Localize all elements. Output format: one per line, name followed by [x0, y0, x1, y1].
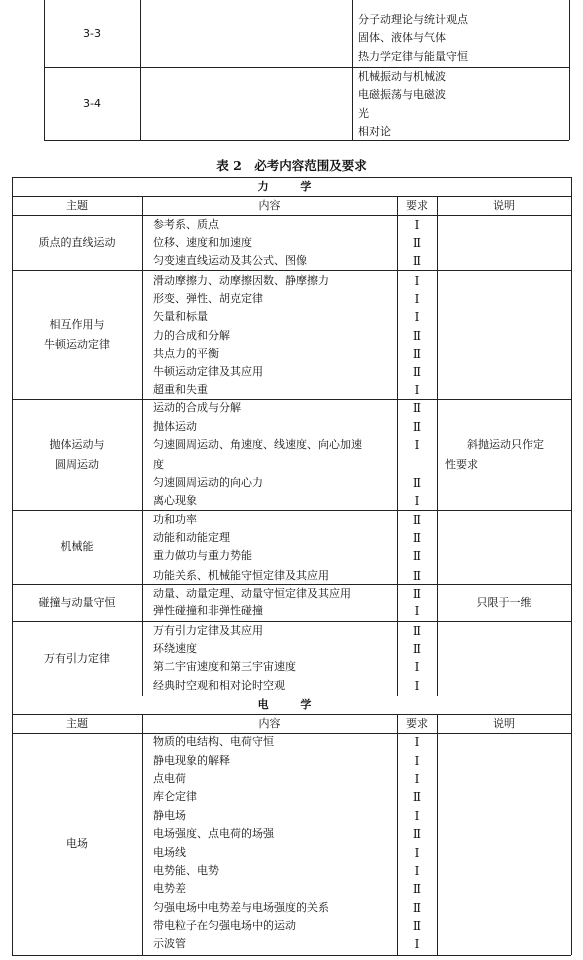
requirement-level: Ⅱ	[412, 642, 422, 656]
table2-column-rule	[12, 177, 13, 196]
section-title: 电 学	[257, 698, 326, 711]
requirement-level: Ⅱ	[412, 901, 422, 915]
content-item: 匀强电场中电势差与电场强度的关系	[153, 901, 329, 914]
table2-column-rule	[12, 714, 13, 955]
content-item: 电场强度、点电荷的场强	[153, 827, 274, 840]
module-item: 固体、液体与气体	[358, 31, 446, 45]
group-rule	[12, 584, 571, 585]
content-item: 第二宇宙速度和第三宇宙速度	[153, 660, 296, 673]
content-item: 度	[153, 458, 164, 471]
column-header-rule	[12, 215, 571, 216]
content-item: 物质的电结构、电荷守恒	[153, 735, 274, 748]
content-item: 示波管	[153, 937, 186, 950]
requirement-level: Ⅰ	[414, 383, 420, 397]
content-item: 共点力的平衡	[153, 347, 219, 360]
module-item: 电磁振荡与电磁波	[358, 88, 446, 102]
content-item: 匀速圆周运动、角速度、线速度、向心加速	[153, 438, 362, 451]
requirement-level: Ⅰ	[414, 846, 420, 860]
requirement-level: Ⅰ	[414, 735, 420, 749]
requirement-level: Ⅰ	[414, 274, 420, 288]
prev-table-bottom-rule	[44, 140, 569, 141]
content-item: 超重和失重	[153, 383, 208, 396]
module-label: 3-3	[83, 26, 101, 40]
table2-column-rule	[142, 714, 143, 955]
table2-column-rule	[437, 714, 438, 955]
column-header-content: 内容	[258, 198, 281, 212]
content-item: 重力做功与重力势能	[153, 549, 252, 562]
topic-label: 质点的直线运动	[38, 235, 116, 249]
prev-table-column-rule	[140, 0, 141, 140]
topic-label: 牛顿运动定律	[44, 337, 110, 351]
topic-label: 万有引力定律	[44, 651, 110, 665]
requirement-level: Ⅰ	[414, 310, 420, 324]
prev-table-column-rule	[352, 0, 353, 140]
requirement-level: Ⅰ	[414, 937, 420, 951]
module-item: 分子动理论与统计观点	[358, 13, 468, 26]
topic-label: 机械能	[60, 540, 94, 553]
requirement-level: Ⅰ	[414, 864, 420, 878]
table2-column-rule	[571, 714, 572, 955]
topic-label: 碰撞与动量守恒	[38, 595, 116, 609]
content-item: 库仑定律	[153, 790, 197, 803]
group-rule	[12, 510, 571, 511]
prev-table-column-rule	[569, 0, 570, 140]
requirement-level: Ⅱ	[412, 790, 422, 804]
group-rule	[12, 399, 571, 400]
table2-column-rule	[12, 696, 13, 714]
requirement-level: Ⅱ	[412, 365, 422, 379]
topic-label: 相互作用与	[49, 317, 105, 331]
requirement-level: Ⅱ	[412, 476, 422, 490]
requirement-level: Ⅱ	[412, 624, 422, 638]
module-item: 光	[358, 106, 369, 120]
column-header-note: 说明	[493, 716, 515, 730]
requirement-level: Ⅰ	[414, 218, 420, 232]
note-text: 只限于一维	[476, 595, 532, 609]
content-item: 动量、动量定理、动量守恒定律及其应用	[153, 587, 351, 600]
column-header-rule	[12, 733, 571, 734]
content-item: 力的合成和分解	[153, 329, 230, 342]
note-text: 性要求	[445, 457, 478, 471]
module-item: 机械振动与机械波	[358, 70, 446, 83]
table2-column-rule	[571, 696, 572, 714]
module-item: 热力学定律与能量守恒	[358, 49, 468, 63]
table2-column-rule	[571, 177, 572, 196]
content-item: 电势差	[153, 882, 186, 895]
requirement-level: Ⅰ	[414, 438, 420, 452]
topic-label: 电场	[66, 837, 88, 850]
content-item: 离心现象	[153, 494, 197, 507]
group-rule	[12, 270, 571, 271]
requirement-level: Ⅱ	[412, 549, 422, 563]
module-item: 相对论	[358, 125, 391, 139]
content-item: 功和功率	[153, 513, 197, 526]
requirement-level: Ⅱ	[412, 587, 422, 601]
content-item: 电场线	[153, 846, 186, 859]
content-item: 静电场	[153, 809, 186, 822]
group-rule	[12, 621, 571, 622]
requirement-level: Ⅰ	[414, 292, 420, 306]
requirement-level: Ⅱ	[412, 569, 422, 583]
content-item: 匀变速直线运动及其公式、图像	[153, 254, 307, 267]
content-item: 抛体运动	[153, 420, 197, 433]
section-header-rule	[12, 196, 571, 197]
content-item: 环绕速度	[153, 642, 197, 655]
prev-table-row-rule	[44, 67, 569, 68]
table2-bottom-rule	[12, 955, 571, 956]
requirement-level: Ⅰ	[414, 754, 420, 768]
column-header-topic: 主题	[66, 716, 88, 730]
requirement-level: Ⅰ	[414, 660, 420, 674]
requirement-level: Ⅱ	[412, 919, 422, 933]
content-item: 经典时空观和相对论时空观	[153, 679, 285, 692]
prev-table-column-rule	[44, 0, 45, 140]
content-item: 位移、速度和加速度	[153, 236, 252, 249]
table-caption: 表 2 必考内容范围及要求	[216, 158, 367, 173]
content-item: 点电荷	[153, 772, 186, 785]
requirement-level: Ⅱ	[412, 401, 422, 415]
requirement-level: Ⅱ	[412, 347, 422, 361]
topic-label: 圆周运动	[55, 457, 99, 471]
content-item: 带电粒子在匀强电场中的运动	[153, 919, 296, 932]
requirement-level: Ⅱ	[412, 827, 422, 841]
column-header-content: 内容	[258, 716, 281, 730]
content-item: 滑动摩擦力、动摩擦因数、静摩擦力	[153, 274, 329, 287]
content-item: 电势能、电势	[153, 864, 219, 877]
requirement-level: Ⅱ	[412, 329, 422, 343]
requirement-level: Ⅱ	[412, 882, 422, 896]
requirement-level: Ⅰ	[414, 679, 420, 693]
module-label: 3-4	[83, 96, 101, 110]
content-item: 形变、弹性、胡克定律	[153, 292, 263, 305]
table2-column-rule	[571, 196, 572, 696]
requirement-level: Ⅰ	[414, 809, 420, 823]
content-item: 牛顿运动定律及其应用	[153, 365, 263, 378]
column-header-topic: 主题	[66, 198, 88, 212]
column-header-note: 说明	[493, 198, 515, 212]
topic-label: 抛体运动与	[49, 437, 105, 451]
requirement-level: Ⅱ	[412, 513, 422, 527]
content-item: 矢量和标量	[153, 310, 208, 323]
column-header-requirement: 要求	[406, 716, 428, 730]
requirement-level: Ⅰ	[414, 494, 420, 508]
content-item: 匀速圆周运动的向心力	[153, 476, 263, 489]
content-item: 动能和动能定理	[153, 531, 230, 544]
requirement-level: Ⅱ	[412, 420, 422, 434]
requirement-level: Ⅱ	[412, 254, 422, 268]
requirement-level: Ⅱ	[412, 236, 422, 250]
content-item: 万有引力定律及其应用	[153, 624, 263, 637]
requirement-level: Ⅰ	[414, 772, 420, 786]
content-item: 参考系、质点	[153, 218, 219, 231]
note-text: 斜抛运动只作定	[467, 437, 544, 451]
requirement-level: Ⅱ	[412, 531, 422, 545]
content-item: 静电现象的解释	[153, 754, 230, 767]
section-title: 力 学	[257, 179, 326, 193]
table2-top-rule	[12, 177, 571, 178]
requirement-level: Ⅰ	[414, 604, 420, 618]
content-item: 运动的合成与分解	[153, 401, 241, 414]
column-header-requirement: 要求	[406, 198, 428, 212]
content-item: 功能关系、机械能守恒定律及其应用	[153, 569, 329, 582]
content-item: 弹性碰撞和非弹性碰撞	[153, 604, 263, 617]
section-header-rule	[12, 714, 571, 715]
